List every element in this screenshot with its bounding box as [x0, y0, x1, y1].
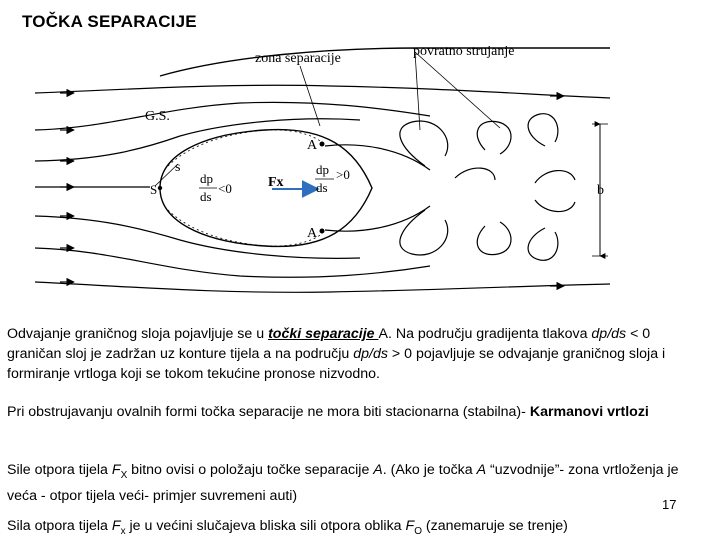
karman-term: Karmanovi vrtlozi: [529, 404, 649, 420]
page-number: 17: [662, 497, 677, 512]
label-gs: G.S.: [145, 109, 170, 124]
text-segment: (zanemaruje se trenje): [421, 518, 568, 534]
label-zona-separacije: zona separacije: [255, 51, 341, 66]
label-dp-right: dp: [316, 162, 329, 177]
text-segment: Sile otpora tijela: [7, 462, 112, 478]
label-s-upper: s: [175, 160, 181, 175]
vortex-far-right-lower: [535, 200, 575, 212]
text-segment: . (Ako je točka: [382, 462, 477, 478]
text-segment: “uzvodnije”- zona vrtloženja je veća - otpor tijela veći- primjer suvremeni auti): [7, 462, 679, 504]
point-symbol: A: [476, 462, 487, 478]
form-force-subscript: O: [414, 525, 422, 537]
label-ds-left: ds: [200, 189, 212, 204]
form-force-symbol: F: [405, 518, 415, 534]
text-segment: Pri obstrujavanju ovalnih formi točka separacije ne mora biti stacionarna (stabilna)-: [7, 404, 530, 420]
streamline-6: [35, 248, 430, 277]
vortex-lower-1: [400, 210, 448, 255]
separation-point-top: [320, 142, 325, 147]
label-a-bottom: A: [307, 226, 318, 241]
stagnation-point: [158, 186, 162, 190]
streamline-7: [35, 282, 610, 292]
label-s-stagnation: S: [150, 182, 158, 197]
gradient-term: dp/ds: [591, 326, 627, 342]
gradient-term: dp/ds: [353, 346, 388, 362]
text-segment: A. Na području gradijenta tlakova: [378, 326, 592, 342]
label-dp-left: dp: [200, 171, 213, 186]
text-segment: Odvajanje graničnog sloja pojavljuje se u: [7, 326, 269, 342]
force-symbol: F: [111, 462, 121, 478]
label-gt0: >0: [336, 167, 350, 182]
vortex-mid-upper: [455, 168, 495, 180]
vortex-right-upper: [528, 114, 558, 146]
boundary-layer-lower: [168, 210, 325, 246]
text-segment: < 0 graničan sloj je zadržan uz konture tijela a na području: [7, 326, 651, 362]
separation-point-bottom: [320, 229, 325, 234]
label-fx: Fx: [268, 175, 284, 190]
upper-boundary-line: [160, 48, 610, 76]
paragraph-drag-force: [7, 460, 707, 506]
pointer-zona: [300, 66, 320, 126]
vortex-far-right-upper: [535, 171, 575, 183]
pointer-povratno-2: [415, 52, 500, 128]
force-subscript: X: [120, 469, 128, 481]
streamline-2: [35, 102, 430, 130]
text-segment: je u većini slučajeva bliska sili otpora oblika: [125, 518, 406, 534]
body-oval: [160, 130, 372, 247]
streamline-1: [35, 85, 610, 98]
vortex-upper-2: [477, 121, 511, 154]
text-segment: Sila otpora tijela: [7, 518, 112, 534]
point-symbol: A: [373, 462, 383, 478]
paragraph-separation: [7, 324, 707, 384]
page-title: TOČKA SEPARACIJE: [22, 12, 197, 31]
label-povratno-strujanje: povratno strujanje: [413, 44, 515, 59]
label-a-top: A: [307, 138, 318, 153]
label-lt0: <0: [218, 181, 232, 196]
text-segment: bitno ovisi o položaju točke separacije: [127, 462, 374, 478]
pointer-povratno: [415, 52, 420, 130]
force-subscript: x: [120, 525, 126, 537]
boundary-layer-upper: [168, 130, 325, 166]
separation-point-term: točki separacije: [268, 326, 379, 342]
vortex-lower-2: [477, 222, 511, 255]
vortex-upper-1: [400, 121, 448, 166]
paragraph-form-drag: [7, 516, 707, 542]
vortex-right-lower: [528, 228, 558, 260]
separation-diagram: [0, 38, 720, 310]
force-symbol: F: [111, 518, 121, 534]
paragraph-karman: [7, 402, 707, 422]
label-b: b: [597, 183, 604, 198]
label-ds-right: ds: [316, 180, 328, 195]
text-segment: > 0 pojavljuje se odvajanje graničnog sloja i formiranje vrtloga koji se tokom tekućine pronose nizvodno.: [7, 346, 666, 382]
